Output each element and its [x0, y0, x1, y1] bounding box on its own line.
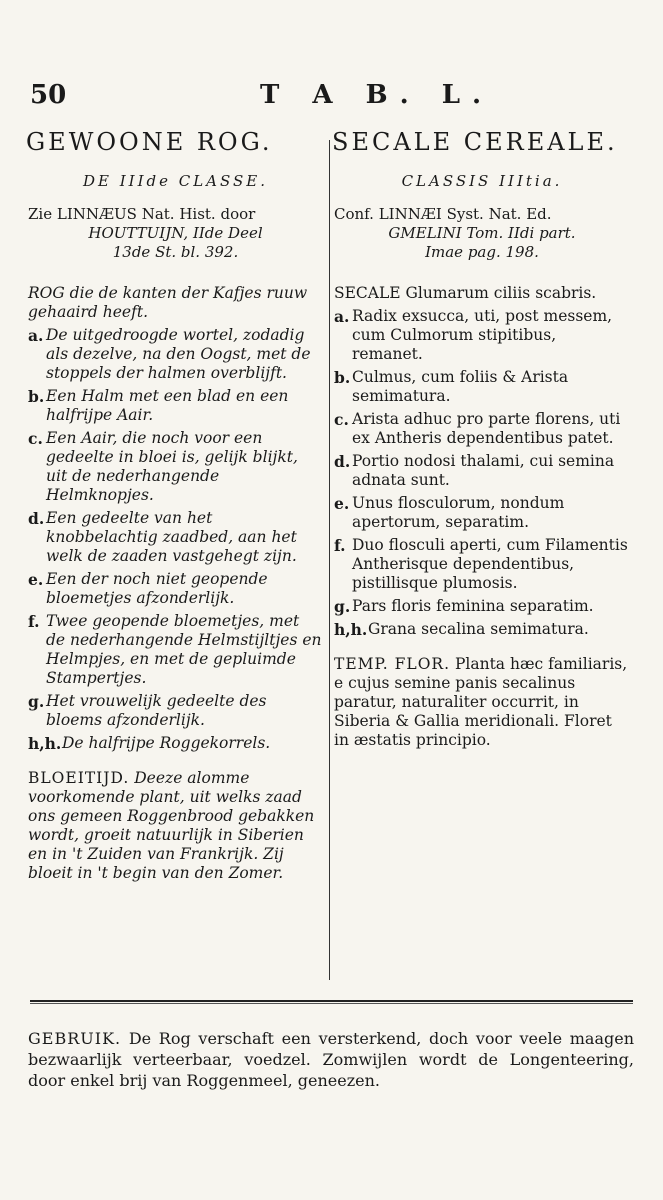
dutch-items	[28, 326, 323, 753]
list-item	[28, 734, 323, 753]
item-text: Portio nodosi thalami, cui semina adnata sunt.	[352, 452, 615, 489]
item-text: Arista adhuc pro parte florens, uti ex Antheris dependentibus patet.	[352, 410, 621, 447]
list-item	[334, 307, 630, 364]
latin-items	[334, 307, 630, 639]
list-item	[334, 368, 630, 406]
item-letter: d.	[334, 452, 351, 471]
item-letter: a.	[28, 326, 44, 345]
usage-label: GEBRUIK.	[28, 1029, 122, 1048]
page-header	[30, 80, 630, 120]
item-text: De uitgedroogde wortel, zodadig als dezelve, na den Oogst, met de stoppels der halmen overblijft.	[46, 326, 311, 382]
latin-flowering	[334, 655, 630, 750]
item-text: De halfrijpe Roggekorrels.	[62, 734, 271, 752]
latin-description: SECALE Glumarum ciliis scabris.	[334, 284, 597, 302]
flowering-text: Deeze alomme voorkomende plant, uit welks zaad ons gemeen Roggenbrood gebakken wordt, groeit natuurlijk in Siberien en in 't Zuiden van Frankrijk. Zij bloeit in 't begin van den Zomer.	[28, 769, 315, 882]
list-item	[334, 410, 630, 448]
dutch-class: DE IIIde CLASSE.	[82, 172, 269, 190]
item-letter: h,h.	[28, 734, 62, 753]
item-text: Radix exsucca, uti, post messem, cum Culmorum stipitibus, remanet.	[352, 307, 613, 363]
list-item	[334, 452, 630, 490]
item-letter: b.	[28, 387, 45, 406]
list-item	[28, 612, 323, 688]
latin-class: CLASSIS IIItia.	[401, 172, 563, 190]
latin-title: SECALE CEREALE.	[332, 128, 618, 156]
dutch-reference	[28, 205, 323, 262]
item-letter: e.	[28, 570, 44, 589]
item-text: Pars floris feminina separatim.	[352, 597, 594, 615]
latin-reference	[334, 205, 630, 262]
list-item	[334, 494, 630, 532]
list-item	[28, 429, 323, 505]
dutch-ref-line: HOUTTUIJN, IIde Deel	[88, 224, 263, 242]
item-letter: b.	[334, 368, 351, 387]
list-item	[28, 387, 323, 425]
dutch-ref-line: 13de St. bl. 392.	[112, 243, 239, 261]
usage-paragraph	[28, 1028, 634, 1091]
item-letter: c.	[334, 410, 349, 429]
usage-text: De Rog verschaft een versterkend, doch voor veele maagen bezwaarlijk verteerbaar, voedzel. Zomwijlen wordt de Longenteering, door enkel brij van Roggenmeel, geneezen.	[28, 1029, 634, 1090]
horizontal-rule	[30, 1000, 633, 1002]
list-item	[28, 326, 323, 383]
list-item	[28, 509, 323, 566]
item-text: Een Halm met een blad en een halfrijpe Aair.	[46, 387, 289, 424]
item-text: Een gedeelte van het knobbelachtig zaadbed, aan het welk de zaaden vastgehegt zijn.	[46, 509, 297, 565]
list-item	[334, 597, 630, 616]
latin-ref-line: GMELINI Tom. IIdi part.	[388, 224, 576, 242]
item-letter: f.	[28, 612, 40, 631]
list-item	[28, 570, 323, 608]
column-divider	[329, 140, 330, 980]
item-text: Grana secalina semimatura.	[368, 620, 589, 638]
list-item	[334, 536, 630, 593]
title-row	[26, 128, 638, 168]
latin-column	[334, 172, 630, 750]
item-text: Unus flosculorum, nondum apertorum, separatim.	[352, 494, 565, 531]
list-item	[334, 620, 630, 639]
item-letter: h,h.	[334, 620, 368, 639]
item-text: Het vrouwelijk gedeelte des bloems afzonderlijk.	[46, 692, 267, 729]
item-text: Duo flosculi aperti, cum Filamentis Antherisque dependentibus, pistillisque plumosis.	[352, 536, 628, 592]
item-text: Culmus, cum foliis & Arista semimatura.	[352, 368, 569, 405]
item-text: Een Aair, die noch voor een gedeelte in bloei is, gelijk blijkt, uit de nederhangende Helmknopjes.	[46, 429, 298, 504]
item-letter: d.	[28, 509, 45, 528]
item-letter: e.	[334, 494, 350, 513]
item-text: Een der noch niet geopende bloemetjes afzonderlijk.	[46, 570, 268, 607]
dutch-description: ROG die de kanten der Kafjes ruuw gehaaird heeft.	[28, 284, 308, 321]
dutch-flowering	[28, 769, 323, 883]
list-item	[28, 692, 323, 730]
item-letter: g.	[28, 692, 45, 711]
horizontal-rule	[30, 1003, 633, 1004]
plate-label: T A B. L.	[260, 80, 494, 110]
latin-ref-line: Conf. LINNÆI Syst. Nat. Ed.	[334, 205, 552, 223]
dutch-title: GEWOONE ROG.	[26, 128, 273, 156]
item-letter: c.	[28, 429, 43, 448]
flowering-text: Planta hæc familiaris, e cujus semine panis secalinus paratur, naturaliter occurrit, in Siberia & Gallia meridionali. Floret in æstatis principio.	[334, 655, 628, 749]
item-text: Twee geopende bloemetjes, met de nederhangende Helmstijltjes en Helmpjes, en met de gepluimde Stampertjes.	[46, 612, 322, 687]
item-letter: g.	[334, 597, 351, 616]
item-letter: f.	[334, 536, 346, 555]
item-letter: a.	[334, 307, 350, 326]
flowering-label: TEMP. FLOR.	[334, 655, 451, 673]
latin-ref-line: Imae pag. 198.	[425, 243, 539, 261]
dutch-ref-line: Zie LINNÆUS Nat. Hist. door	[28, 205, 256, 223]
page-number: 50	[30, 80, 67, 110]
flowering-label: BLOEITIJD.	[28, 769, 130, 787]
dutch-column	[28, 172, 323, 883]
